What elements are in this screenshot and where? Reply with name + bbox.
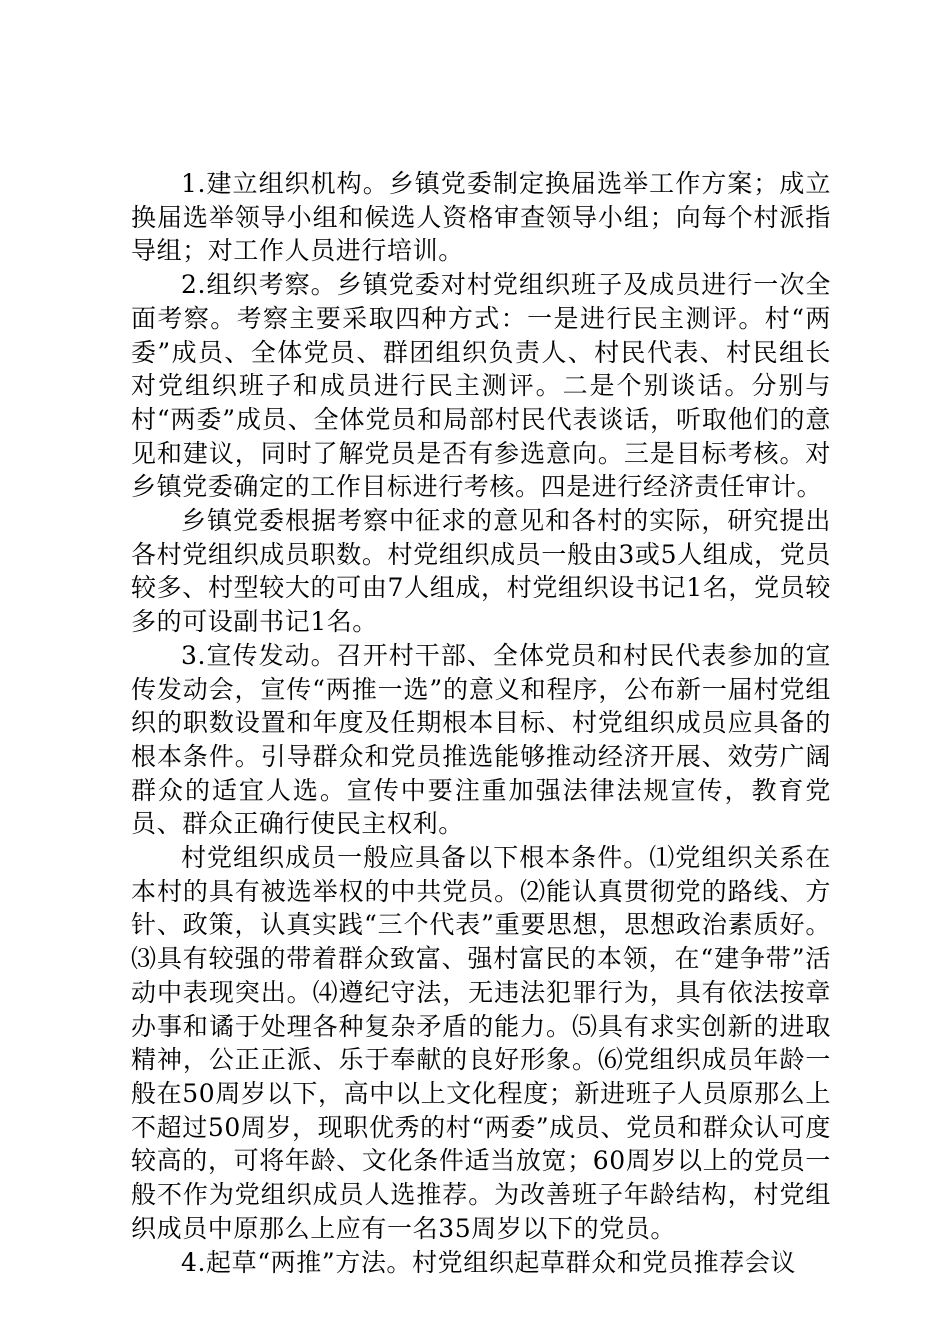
paragraph-3: 乡镇党委根据考察中征求的意见和各村的实际，研究提出各村党组织成员职数。村党组织成员一般由3或5人组成，党员较多、村型较大的可由7人组成，村党组织设书记1名，党员较多的可设副书记1名。 xyxy=(131,506,831,637)
paragraph-4: 3.宣传发动。召开村干部、全体党员和村民代表参加的宣传发动会，宣传“两推一选”的意义和程序，公布新一届村党组织的职数设置和年度及任期根本目标、村党组织成员应具备的根本条件。引导群众和党员推选能够推动经济开展、效劳广阔群众的适宜人选。宣传中要注重加强法律法规宣传，教育党员、群众正确行使民主权利。 xyxy=(131,640,831,839)
paragraph-2: 2.组织考察。乡镇党委对村党组织班子及成员进行一次全面考察。考察主要采取四种方式：一是进行民主测评。村“两委”成员、全体党员、群团组织负责人、村民代表、村民组长对党组织班子和成员进行民主测评。二是个别谈话。分别与村“两委”成员、全体党员和局部村民代表谈话，听取他们的意见和建议，同时了解党员是否有参选意向。三是目标考核。对乡镇党委确定的工作目标进行考核。四是进行经济责任审计。 xyxy=(131,270,831,502)
paragraph-5: 村党组织成员一般应具备以下根本条件。⑴党组织关系在本村的具有被选举权的中共党员。⑵能认真贯彻党的路线、方针、政策，认真实践“三个代表”重要思想，思想政治素质好。⑶具有较强的带着群众致富、强村富民的本领，在“建争带”活动中表现突出。⑷遵纪守法，无违法犯罪行为，具有依法按章办事和谲于处理各种复杂矛盾的能力。⑸具有求实创新的进取精神，公正正派、乐于奉献的良好形象。⑹党组织成员年龄一般在50周岁以下，高中以上文化程度；新进班子人员原那么上不超过50周岁，现职优秀的村“两委”成员、党员和群众认可度较高的，可将年龄、文化条件适当放宽；60周岁以上的党员一般不作为党组织成员人选推荐。为改善班子年龄结构，村党组织成员中原那么上应有一名35周岁以下的党员。 xyxy=(131,843,831,1243)
document-body xyxy=(131,167,831,1279)
paragraph-1: 1.建立组织机构。乡镇党委制定换届选举工作方案；成立换届选举领导小组和候选人资格审查领导小组；向每个村派指导组；对工作人员进行培训。 xyxy=(131,169,831,266)
paragraph-6: 4.起草“两推”方法。村党组织起草群众和党员推荐会议 xyxy=(181,1247,797,1277)
